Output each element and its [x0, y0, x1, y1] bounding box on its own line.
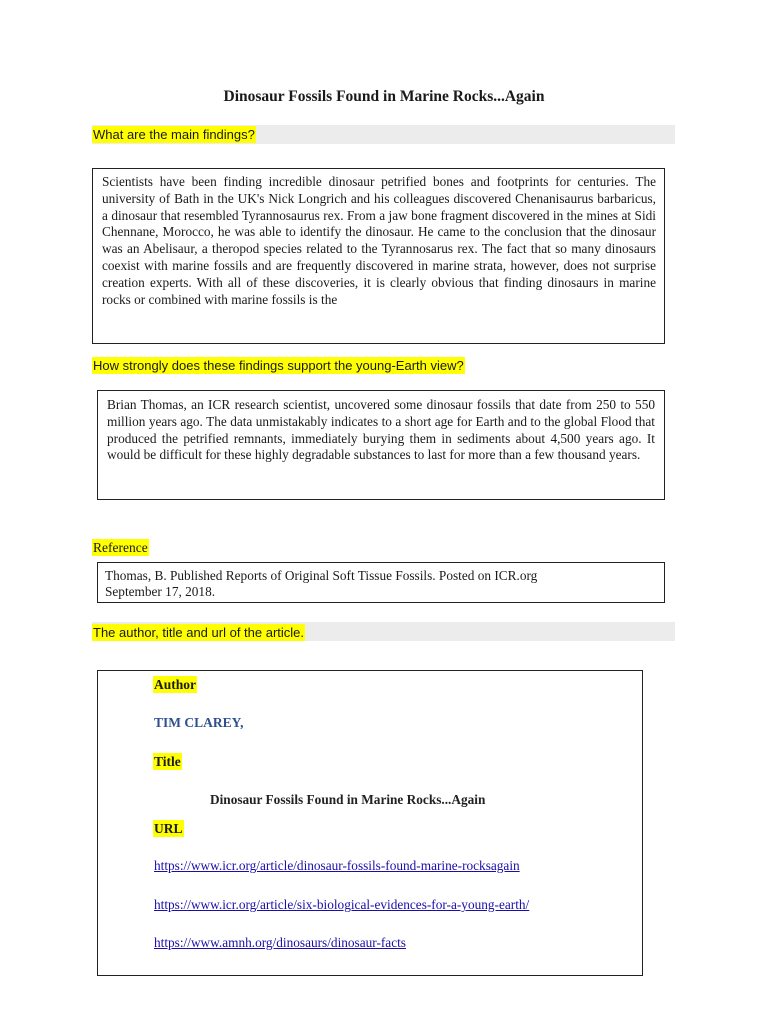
- article-heading: The author, title and url of the article.: [93, 625, 305, 640]
- url-link-1[interactable]: https://www.icr.org/article/dinosaur-fossils-found-marine-rocksagain: [154, 858, 520, 873]
- url-link-2[interactable]: https://www.icr.org/article/six-biological-evidences-for-a-young-earth/: [154, 897, 530, 912]
- author-label: Author: [154, 677, 197, 692]
- url-label: URL: [154, 821, 183, 836]
- support-text: Brian Thomas, an ICR research scientist, uncovered some dinosaur fossils that date from 250 to 550 million years ago. The data unmistakably indicates to a short age for Earth and to the global Flood that produced the petrified remnants, immediately burying them in sediments about 4,500 years ago. It would be difficult for these highly degradable substances to last for more than a few thousand years.: [107, 397, 655, 463]
- reference-line-1: Thomas, B. Published Reports of Original Soft Tissue Fossils. Posted on ICR.org: [105, 568, 538, 583]
- reference-line-2: September 17, 2018.: [105, 583, 216, 599]
- article-box: [97, 670, 643, 976]
- article-title: Dinosaur Fossils Found in Marine Rocks...Again: [210, 792, 486, 807]
- reference-heading: Reference: [93, 540, 148, 555]
- findings-heading: What are the main findings?: [93, 127, 255, 142]
- author-name: TIM CLAREY,: [154, 715, 244, 730]
- findings-text: Scientists have been finding incredible dinosaur petrified bones and footprints for centuries. The university of Bath in the UK's Nick Longrich and his colleagues discovered Chenanisaurus barbaricus, a dinosaur that resembled Tyrannosaurus rex. From a jaw bone fragment discovered in the mines at Sidi Chennane, Morocco, he was able to identify the dinosaur. He came to the conclusion that the dinosaur was an Abelisaur, a theropod species related to the Tyrannosarus rex. The fact that so many dinosaurs coexist with marine fossils and are frequently discovered in marine strata, however, does not surprise creation experts. With all of these discoveries, it is clearly obvious that finding dinosaurs in marine rocks or combined with marine fossils is the: [102, 174, 656, 307]
- support-heading: How strongly does these findings support the young-Earth view?: [93, 358, 464, 373]
- url-link-3[interactable]: https://www.amnh.org/dinosaurs/dinosaur-facts: [154, 935, 406, 950]
- findings-box: [92, 168, 665, 344]
- title-label: Title: [154, 754, 181, 769]
- support-box: [97, 390, 665, 500]
- reference-box: [97, 562, 665, 603]
- document-title: Dinosaur Fossils Found in Marine Rocks...Again: [223, 88, 545, 105]
